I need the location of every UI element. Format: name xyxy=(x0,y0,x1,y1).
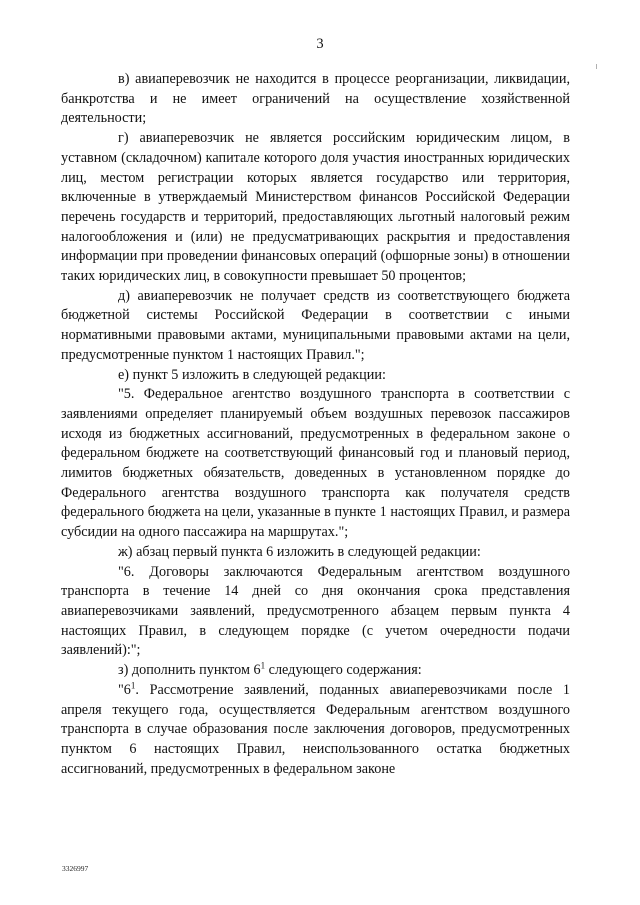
document-body xyxy=(61,70,570,779)
paragraph-item-6-1 xyxy=(61,681,570,780)
superscript-1: 1 xyxy=(130,680,136,691)
paragraph-item-5: "5. Федеральное агентство воздушного транспорта в соответствии с заявлениями определяет планируемый объем воздушных перевозок пассажиров исходя из бюджетных ассигнований, предусмотренных в федеральном законе о федеральном бюджете на соответствующий финансовый год и плановый период, лимитов бюджетных обязательств, доведенных в установленном порядке до Федерального агентства воздушного транспорта как получателя средств федерального бюджета на цели, указанные в пункте 1 настоящих Правил, и размера субсидии на одного пассажира на маршрутах."; xyxy=(61,386,570,541)
paragraph-d: д) авиаперевозчик не получает средств из соответствующего бюджета бюджетной системы Российской Федерации в соответствии с иными нормативными правовыми актами, муниципальными правовыми актами на цели, предусмотренные пунктом 1 настоящих Правил."; xyxy=(61,287,570,363)
paragraph-item-6-1-end: . Рассмотрение заявлений, поданных авиаперевозчиками после 1 апреля текущего года, осуществляется Федеральным агентством воздушного транспорта в случае образования после заключения договоров, предусмотренных пунктом 6 настоящих Правил, неиспользованного остатка бюджетных ассигнований, предусмотренных в федеральном законе xyxy=(61,681,570,777)
paragraph-z-end: следующего содержания: xyxy=(265,662,422,679)
paragraph-item-6-1-start: "6 xyxy=(118,681,131,698)
paragraph-e: е) пункт 5 изложить в следующей редакции: xyxy=(118,366,386,383)
paragraph-z-start: з) дополнить пунктом 6 xyxy=(118,662,261,679)
paragraph-item-6: "6. Договоры заключаются Федеральным агентством воздушного транспорта в течение 14 дней со дня окончания срока представления авиаперевозчиками заявлений, предусмотренного абзацем первым пункта 4 настоящих Правил, в следующем порядке (с учетом очередности подачи заявлений):"; xyxy=(61,563,570,659)
page-number: 3 xyxy=(316,36,324,52)
paragraph-v: в) авиаперевозчик не находится в процессе реорганизации, ликвидации, банкротства и не имеет ограничений на осуществление хозяйственной деятельности; xyxy=(61,71,570,127)
margin-mark xyxy=(596,64,597,69)
paragraph-z xyxy=(61,661,570,681)
paragraph-g: г) авиаперевозчик не является российским юридическим лицом, в уставном (складочном) капитале которого доля участия иностранных юридических лиц, местом регистрации которых является государство или территория, включенные в утверждаемый Министерством финансов Российской Федерации перечень государств и территорий, предоставляющих льготный налоговый режим налогообложения и (или) не предусматривающих раскрытия и предоставления информации при проведении финансовых операций (офшорные зоны) в отношении таких юридических лиц, в совокупности превышает 50 процентов; xyxy=(61,130,570,285)
paragraph-zh: ж) абзац первый пункта 6 изложить в следующей редакции: xyxy=(118,543,481,560)
superscript-1: 1 xyxy=(260,660,266,671)
document-code: 3326997 xyxy=(62,864,89,873)
